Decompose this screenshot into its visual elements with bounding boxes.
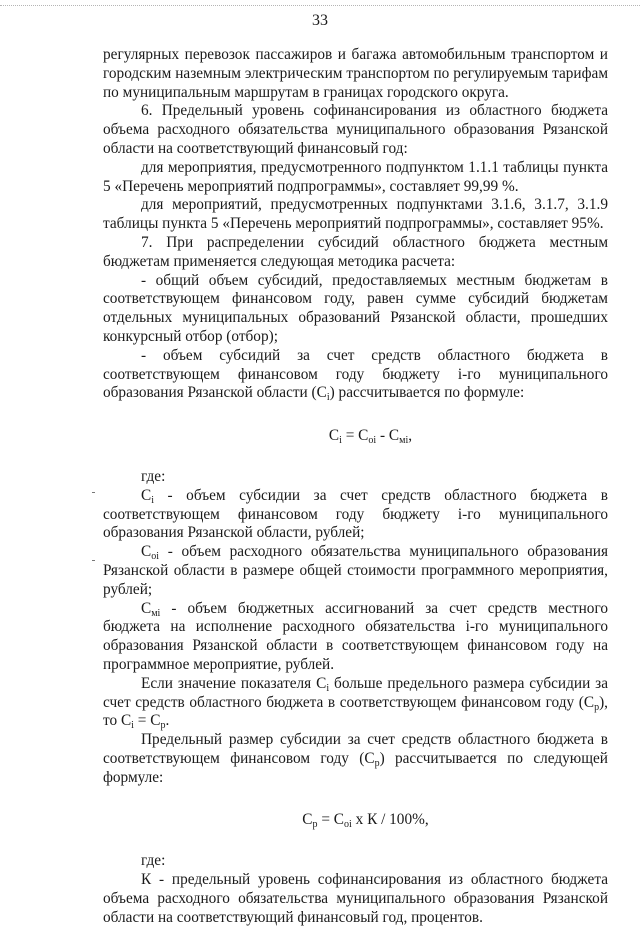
- text: ) рассчитывается по следующей формуле:: [103, 749, 608, 786]
- symbol: C: [328, 427, 340, 445]
- text: ) рассчитывается по формуле:: [329, 384, 525, 402]
- document-body: [103, 46, 608, 927]
- subscript: i: [131, 720, 134, 732]
- symbol: х К / 100%,: [351, 811, 429, 829]
- paragraph: для мероприятий, предусмотренных подпунктами 3.1.6, 3.1.7, 3.1.9 таблицы пункта 5 «Перечень мероприятий подпрограммы», составляет 95%.: [103, 196, 608, 233]
- subscript: i: [326, 392, 330, 404]
- subscript: мi: [151, 607, 161, 619]
- subscript: oi: [343, 819, 352, 831]
- definition: [103, 487, 608, 543]
- definition: [103, 543, 608, 599]
- symbol: C: [141, 543, 152, 561]
- subscript: р: [374, 757, 380, 769]
- paragraph: 6. Предельный уровень софинансирования из областного бюджета объема расходного обязательства муниципального образования Рязанской области на соответствующий финансовый год:: [103, 102, 608, 157]
- text: Если значение показателя C: [141, 674, 327, 692]
- text: - объем субсидий за счет средств областного бюджета в соответствующем финансовом году бюджету i-го муниципального образования Рязанской области (C: [103, 346, 608, 402]
- subscript: р: [312, 819, 318, 831]
- text: ), то C: [103, 693, 608, 730]
- paragraph: - общий объем субсидий, предоставляемых местным бюджетам в соответствующем финансовом году, равен сумме субсидий бюджетам отдельных муниципальных образований Рязанской области, прошедших конкурсный отбор (отбор);: [103, 271, 608, 345]
- formula: [103, 427, 608, 446]
- symbol: ,: [408, 427, 413, 445]
- paragraph: 7. При распределении субсидий областного бюджета местным бюджетам применяется следующая методика расчета:: [103, 233, 608, 270]
- symbol: = C: [341, 427, 369, 445]
- symbol: - C: [376, 427, 400, 445]
- scan-edge-line: [0, 5, 640, 8]
- paragraph: [103, 675, 608, 731]
- symbol: = C: [317, 811, 344, 829]
- symbol: C: [141, 599, 152, 617]
- margin-mark: [92, 560, 95, 561]
- paragraph: К - предельный уровень софинансирования из областного бюджета объема расходного обязательства муниципального образования Рязанской области на соответствующий финансовый год, процентов.: [103, 871, 608, 926]
- page-number: 33: [312, 12, 328, 29]
- paragraph: регулярных перевозок пассажиров и багажа автомобильным транспортом и городским наземным электрическим транспортом по регулируемым тарифам по муниципальным маршрутам в границах городского округа.: [103, 46, 608, 101]
- subscript: i: [151, 494, 154, 506]
- subscript: oi: [151, 551, 159, 563]
- definition: [103, 600, 608, 675]
- text: .: [165, 712, 170, 730]
- subscript: i: [326, 682, 330, 694]
- subscript: мi: [399, 435, 409, 447]
- text: больше предельного размера субсидии за счет средств областного бюджета в соответствующем финансовом году (C: [103, 674, 608, 711]
- margin-mark: [92, 492, 95, 493]
- text: - объем субсидии за счет средств областного бюджета в соответствующем финансовом году бюджету i-го муниципального образования Рязанской области, рублей;: [103, 486, 608, 542]
- paragraph: [103, 731, 608, 787]
- symbol: C: [141, 486, 152, 504]
- subscript: oi: [368, 435, 377, 447]
- where-label: где:: [141, 852, 166, 870]
- symbol: C: [302, 811, 313, 829]
- text: Предельный размер субсидии за счет средств областного бюджета в соответствующем финансовом году (C: [103, 731, 608, 767]
- subscript: i: [339, 435, 342, 447]
- where-label: где:: [141, 467, 166, 485]
- text: - объем бюджетных ассигнований за счет средств местного бюджета на исполнение расходного обязательства i-го муниципального образования Рязанской области в соответствующем финансовом году на программное мероприятие, рублей.: [103, 599, 608, 673]
- text: - объем расходного обязательства муниципального образования Рязанской области в размере общей стоимости программного мероприятия, рублей;: [103, 543, 608, 598]
- formula: [103, 811, 608, 830]
- subscript: р: [160, 720, 166, 732]
- text: = C: [133, 712, 161, 730]
- subscript: р: [594, 701, 600, 713]
- paragraph: [103, 347, 608, 403]
- paragraph: для мероприятия, предусмотренного подпунктом 1.1.1 таблицы пункта 5 «Перечень мероприятий подпрограммы», составляет 99,99 %.: [103, 158, 608, 195]
